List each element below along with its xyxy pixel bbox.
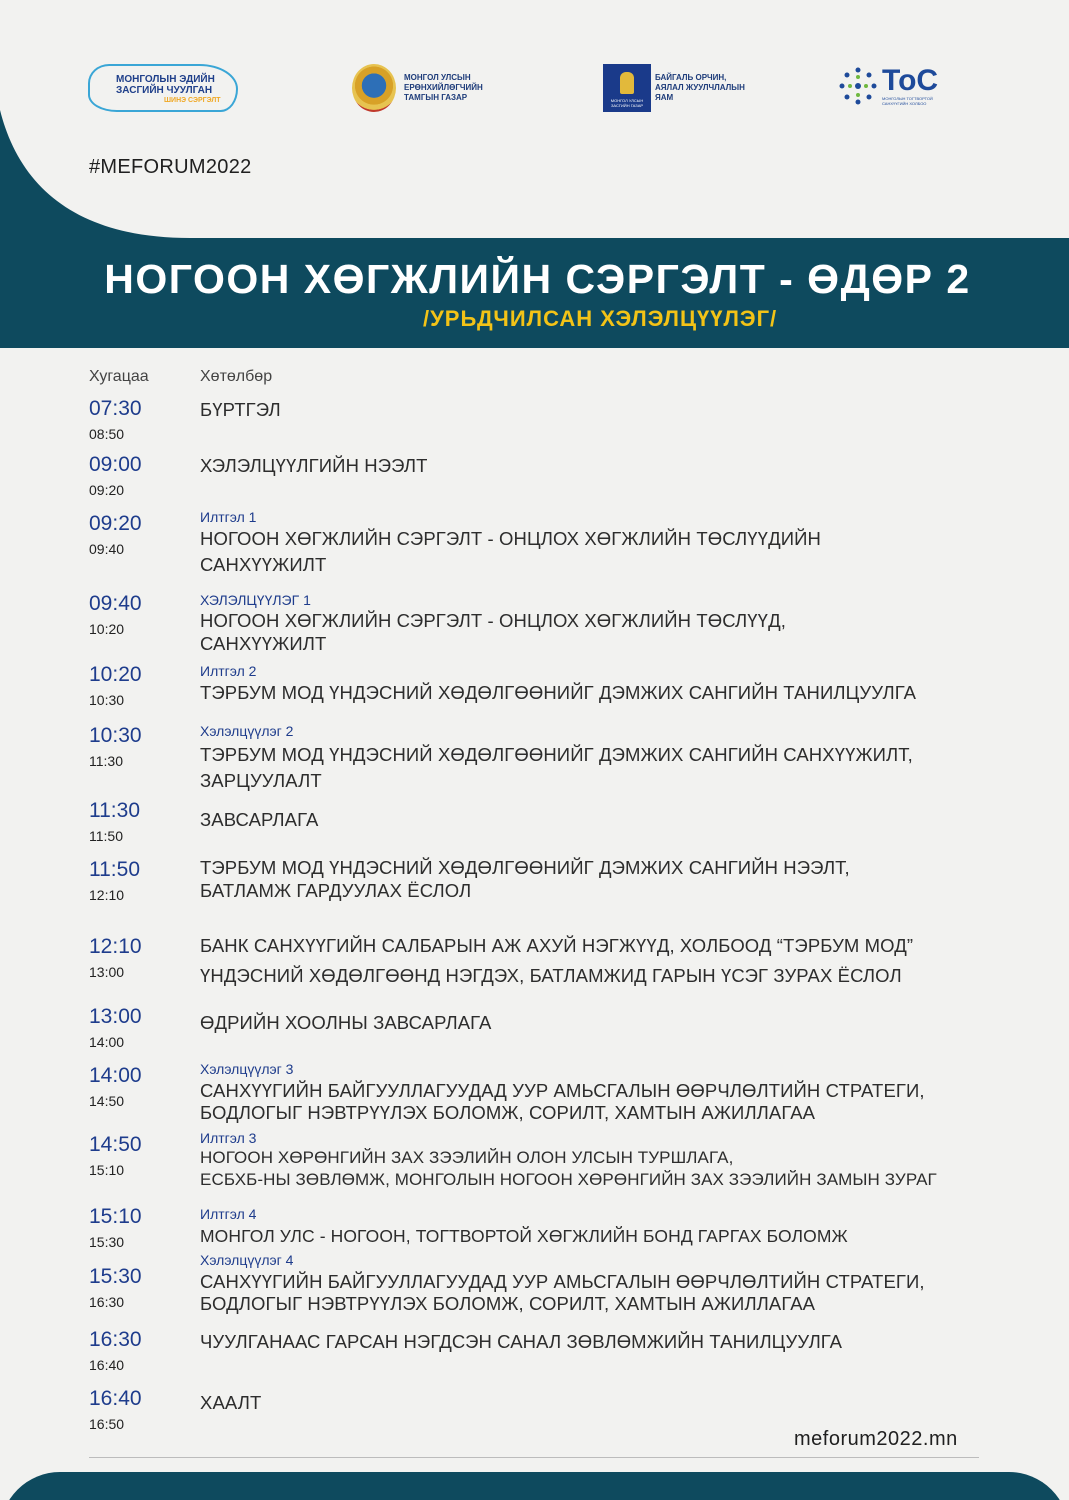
ministry-box-caption: МОНГОЛ УЛСЫН ЗАСГИЙН ГАЗАР	[610, 98, 644, 108]
page-title: НОГООН ХӨГЖЛИЙН СЭРГЭЛТ - ӨДӨР 2	[104, 256, 971, 302]
forum-logo-line1: МОНГОЛЫН ЭДИЙН	[116, 74, 215, 85]
session-title-line1: САНХҮҮГИЙН БАЙГУУЛЛАГУУДАД УУР АМЬСГАЛЫН ӨӨРЧЛӨЛТИЙН СТРАТЕГИ,	[200, 1080, 925, 1101]
session-title-line1: МОНГОЛ УЛС - НОГООН, ТОГТВОРТОЙ ХӨГЖЛИЙН БОНД ГАРГАХ БОЛОМЖ	[200, 1226, 848, 1246]
session-type-label: Илтгэл 4	[200, 1206, 257, 1222]
start-time: 16:30	[89, 1328, 142, 1351]
start-time: 10:30	[89, 724, 142, 747]
session-title-line2: ЗАРЦУУЛАЛТ	[200, 770, 322, 791]
session-type-label: Хэлэлцүүлэг 2	[200, 723, 294, 739]
end-time: 09:20	[89, 482, 125, 498]
session-title: ЧУУЛГАНААС ГАРСАН НЭГДСЭН САНАЛ ЗӨВЛӨМЖИЙН ТАНИЛЦУУЛГА	[200, 1331, 843, 1352]
session-title-line1: БАНК САНХҮҮГИЙН САЛБАРЫН АЖ АХУЙ НЭГЖҮҮД, ХОЛБООД “ТЭРБУМ МОД”	[200, 935, 914, 956]
presidential-office-logo	[352, 64, 500, 112]
hashtag: #MEFORUM2022	[89, 156, 252, 178]
session-type-label: Илтгэл 1	[200, 509, 257, 525]
ministry-logo-line1: БАЙГАЛЬ ОРЧИН,	[655, 73, 727, 82]
toc-name: ToC	[882, 64, 939, 97]
end-time: 15:10	[89, 1162, 125, 1178]
forum-logo	[88, 64, 248, 114]
session-type-label: Хэлэлцүүлэг 4	[200, 1252, 294, 1268]
session-title-line2: БОДЛОГЫГ НЭВТРҮҮЛЭХ БОЛОМЖ, СОРИЛТ, ХАМТЫН АЖИЛЛАГАА	[200, 1293, 816, 1314]
start-time: 11:30	[89, 799, 140, 822]
end-time: 16:30	[89, 1294, 125, 1310]
session-type-label: Илтгэл 2	[200, 663, 257, 679]
session-title-line1: ТЭРБУМ МОД ҮНДЭСНИЙ ХӨДӨЛГӨӨНИЙГ ДЭМЖИХ САНГИЙН САНХҮҮЖИЛТ,	[200, 744, 913, 765]
session-title: ХЭЛЭЛЦҮҮЛГИЙН НЭЭЛТ	[200, 455, 428, 476]
session-title-line1: НОГООН ХӨГЖЛИЙН СЭРГЭЛТ - ОНЦЛОХ ХӨГЖЛИЙН ТӨСЛҮҮДИЙН	[200, 528, 821, 549]
start-time: 10:20	[89, 663, 142, 686]
start-time: 13:00	[89, 1005, 142, 1028]
session-title-line2: САНХҮҮЖИЛТ	[200, 633, 327, 654]
start-time: 11:50	[89, 858, 140, 881]
forum-logo-line3: ШИНЭ СЭРГЭЛТ	[164, 97, 221, 104]
ministry-logo-line2: АЯЛАЛ ЖУУЛЧЛАЛЫН	[655, 83, 745, 92]
start-time: 14:50	[89, 1133, 142, 1156]
footer-divider	[89, 1457, 979, 1458]
gov-logo-line2: ЕРӨНХИЙЛӨГЧИЙН	[404, 83, 483, 92]
session-title-line2: БАТЛАМЖ ГАРДУУЛАХ ЁСЛОЛ	[200, 880, 472, 901]
toc-logo	[838, 66, 942, 106]
end-time: 14:00	[89, 1034, 125, 1050]
time-column-header: Хугацаа	[89, 368, 149, 385]
toc-subtitle: МОНГОЛЫН ТОГТВОРТОЙ САНХҮҮГИЙН ХОЛБОО	[882, 96, 933, 106]
end-time: 11:50	[89, 828, 123, 844]
state-emblem-icon	[352, 64, 396, 112]
end-time: 11:30	[89, 753, 123, 769]
session-title: ХААЛТ	[200, 1392, 262, 1413]
start-time: 09:40	[89, 592, 142, 615]
session-type-label: Хэлэлцүүлэг 3	[200, 1061, 294, 1077]
session-title: БҮРТГЭЛ	[200, 399, 281, 420]
start-time: 09:20	[89, 512, 142, 535]
start-time: 16:40	[89, 1387, 142, 1410]
session-title-line1: САНХҮҮГИЙН БАЙГУУЛЛАГУУДАД УУР АМЬСГАЛЫН ӨӨРЧЛӨЛТИЙН СТРАТЕГИ,	[200, 1271, 925, 1292]
session-title-line2: ҮНДЭСНИЙ ХӨДӨЛГӨӨНД НЭГДЭХ, БАТЛАМЖИД ГАРЫН ҮСЭГ ЗУРАХ ЁСЛОЛ	[200, 965, 902, 986]
page-subtitle: /УРЬДЧИЛСАН ХЭЛЭЛЦҮҮЛЭГ/	[423, 306, 778, 331]
start-time: 15:10	[89, 1205, 142, 1228]
footer-band	[0, 1472, 1069, 1500]
website-link[interactable]: meforum2022.mn	[794, 1428, 958, 1450]
session-title-line2: САНХҮҮЖИЛТ	[200, 554, 327, 575]
gov-logo-line1: МОНГОЛ УЛСЫН	[404, 73, 471, 82]
end-time: 14:50	[89, 1093, 125, 1109]
session-title-line1: ТЭРБУМ МОД ҮНДЭСНИЙ ХӨДӨЛГӨӨНИЙГ ДЭМЖИХ САНГИЙН НЭЭЛТ,	[200, 857, 850, 878]
session-type-label: Илтгэл 3	[200, 1130, 257, 1146]
end-time: 16:40	[89, 1357, 125, 1373]
session-title: ЗАВСАРЛАГА	[200, 809, 319, 830]
soyombo-icon	[603, 64, 651, 112]
session-title-line1: НОГООН ХӨГЖЛИЙН СЭРГЭЛТ - ОНЦЛОХ ХӨГЖЛИЙН ТӨСЛҮҮД,	[200, 610, 786, 631]
start-time: 09:00	[89, 453, 142, 476]
session-title: ӨДРИЙН ХООЛНЫ ЗАВСАРЛАГА	[200, 1012, 492, 1033]
partner-logos	[0, 58, 1069, 128]
ministry-logo	[603, 64, 755, 112]
start-time: 12:10	[89, 935, 142, 958]
start-time: 15:30	[89, 1265, 142, 1288]
forum-logo-line2: ЗАСГИЙН ЧУУЛГАН	[116, 85, 213, 96]
session-title-line2: БОДЛОГЫГ НЭВТРҮҮЛЭХ БОЛОМЖ, СОРИЛТ, ХАМТЫН АЖИЛЛАГАА	[200, 1102, 816, 1123]
session-title-line2: ЕСБХБ-НЫ ЗӨВЛӨМЖ, МОНГОЛЫН НОГООН ХӨРӨНГИЙН ЗАХ ЗЭЭЛИЙН ЗАМЫН ЗУРАГ	[200, 1170, 937, 1189]
start-time: 07:30	[89, 397, 142, 420]
session-title-line1: ТЭРБУМ МОД ҮНДЭСНИЙ ХӨДӨЛГӨӨНИЙГ ДЭМЖИХ САНГИЙН ТАНИЛЦУУЛГА	[200, 682, 917, 703]
session-type-label: ХЭЛЭЛЦҮҮЛЭГ 1	[200, 592, 311, 608]
end-time: 09:40	[89, 541, 125, 557]
end-time: 08:50	[89, 426, 125, 442]
end-time: 10:30	[89, 692, 125, 708]
end-time: 15:30	[89, 1234, 125, 1250]
session-title-line1: НОГООН ХӨРӨНГИЙН ЗАХ ЗЭЭЛИЙН ОЛОН УЛСЫН ТУРШЛАГА,	[200, 1148, 734, 1167]
end-time: 13:00	[89, 964, 125, 980]
end-time: 12:10	[89, 887, 125, 903]
start-time: 14:00	[89, 1064, 142, 1087]
program-column-header: Хөтөлбөр	[200, 368, 273, 385]
dotted-flower-icon	[838, 66, 878, 106]
gov-logo-line3: ТАМГЫН ГАЗАР	[404, 93, 468, 102]
end-time: 16:50	[89, 1416, 125, 1432]
ministry-logo-line3: ЯАМ	[655, 93, 674, 102]
end-time: 10:20	[89, 621, 125, 637]
